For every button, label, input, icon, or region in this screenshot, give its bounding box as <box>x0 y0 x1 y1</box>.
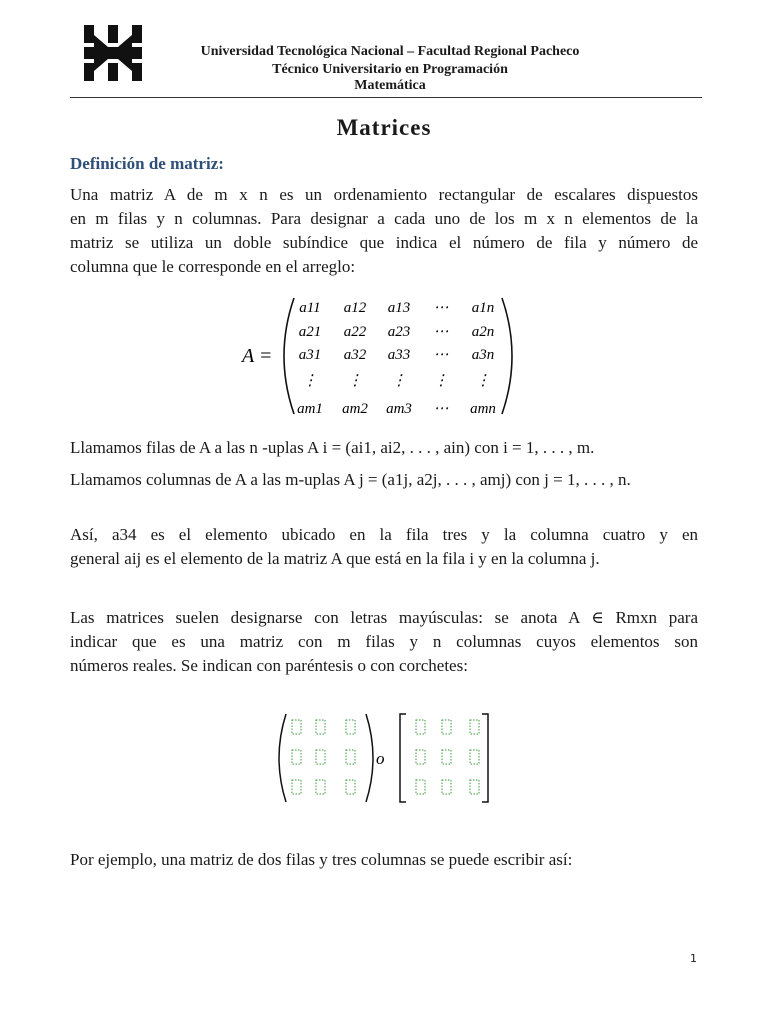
matrix-cell: a33 <box>387 347 411 363</box>
matrix-cell: ⋮ <box>433 373 449 389</box>
right-paren <box>502 298 512 414</box>
page-number: 1 <box>690 952 697 965</box>
intro-line-1: Una matriz A de m x n es un ordenamiento rectangular de escalares dispuestos <box>70 185 698 204</box>
rows-definition: Llamamos filas de A a las n -uplas A i = (ai1, ai2, . . . , ain) con i = 1, . . . , m. <box>70 438 595 457</box>
placeholder-box <box>470 750 479 764</box>
matrix-cell: a2n <box>471 324 495 340</box>
placeholder-box <box>416 720 425 734</box>
matrix-cell: a23 <box>387 324 411 340</box>
matrix-cell: ⋯ <box>433 300 449 316</box>
placeholder-box <box>442 780 451 794</box>
element-line-2: general aij es el elemento de la matriz A que está en la fila i y en la columna j. <box>70 549 600 568</box>
intro-line-2: en m filas y n columnas. Para designar a cada uno de los m x n elementos de la <box>70 209 698 228</box>
matrix-cell: a1n <box>471 300 495 316</box>
example-left-bracket <box>400 714 406 802</box>
example-intro: Por ejemplo, una matriz de dos filas y tres columnas se puede escribir así: <box>70 850 573 869</box>
example-left-paren <box>279 714 286 802</box>
header-institution: Universidad Tecnológica Nacional – Facultad Regional Pacheco <box>200 44 580 59</box>
placeholder-box <box>470 780 479 794</box>
header-subject: Matemática <box>354 78 426 93</box>
placeholder-box <box>292 780 301 794</box>
matrix-cell: a31 <box>298 347 322 363</box>
matrix-cell: a21 <box>298 324 322 340</box>
example-right-paren <box>366 714 373 802</box>
placeholder-box <box>442 720 451 734</box>
matrix-cell: ⋮ <box>302 373 318 389</box>
or-label: o <box>376 749 385 768</box>
intro-line-3: matriz se utiliza un doble subíndice que indica el número de fila y número de <box>70 233 698 252</box>
matrix-cell: ⋮ <box>347 373 363 389</box>
section-heading: Definición de matriz: <box>70 154 224 173</box>
matrix-cell: ⋯ <box>433 347 449 363</box>
matrix-cell: ⋯ <box>433 401 449 417</box>
matrix-cell: a22 <box>343 324 367 340</box>
matrix-cell: a3n <box>471 347 495 363</box>
matrix-cell: am1 <box>297 401 323 417</box>
matrix-cell: am3 <box>386 401 412 417</box>
placeholder-box <box>316 780 325 794</box>
matrix-cell: am2 <box>342 401 368 417</box>
matrix-cell: a12 <box>343 300 367 316</box>
placeholder-box <box>292 750 301 764</box>
placeholder-box <box>416 780 425 794</box>
matrix-cell: a11 <box>299 300 321 316</box>
matrix-cell: a32 <box>343 347 367 363</box>
matrix-label: A = <box>242 345 273 367</box>
header-program: Técnico Universitario en Programación <box>272 62 508 77</box>
placeholder-box <box>292 720 301 734</box>
placeholder-box <box>346 750 355 764</box>
university-logo <box>84 25 142 81</box>
placeholder-box <box>346 720 355 734</box>
matrix-cell: a13 <box>387 300 411 316</box>
matrix-cell: ⋮ <box>475 373 491 389</box>
placeholder-box <box>346 780 355 794</box>
left-paren <box>284 298 294 414</box>
placeholder-box <box>416 750 425 764</box>
page-title: Matrices <box>336 115 432 140</box>
notation-line-1: Las matrices suelen designarse con letras mayúsculas: se anota A ∈ Rmxn para <box>70 608 698 627</box>
matrix-cell: amn <box>470 401 496 417</box>
columns-definition: Llamamos columnas de A a las m-uplas A j = (a1j, a2j, . . . , amj) con j = 1, . . . , n. <box>70 470 631 489</box>
matrix-cell: ⋮ <box>391 373 407 389</box>
notation-line-2: indicar que es una matriz con m filas y n columnas cuyos elementos son <box>70 632 698 651</box>
notation-line-3: números reales. Se indican con paréntesis o con corchetes: <box>70 656 468 675</box>
bracket-examples <box>270 708 500 808</box>
element-line-1: Así, a34 es el elemento ubicado en la fila tres y la columna cuatro y en <box>70 525 698 544</box>
placeholder-box <box>470 720 479 734</box>
placeholder-box <box>316 750 325 764</box>
placeholder-box <box>442 750 451 764</box>
matrix-cell: ⋯ <box>433 324 449 340</box>
general-matrix <box>230 292 520 420</box>
example-right-bracket <box>482 714 488 802</box>
placeholder-box <box>316 720 325 734</box>
header-divider <box>70 97 702 98</box>
intro-line-4: columna que le corresponde en el arreglo: <box>70 257 356 276</box>
